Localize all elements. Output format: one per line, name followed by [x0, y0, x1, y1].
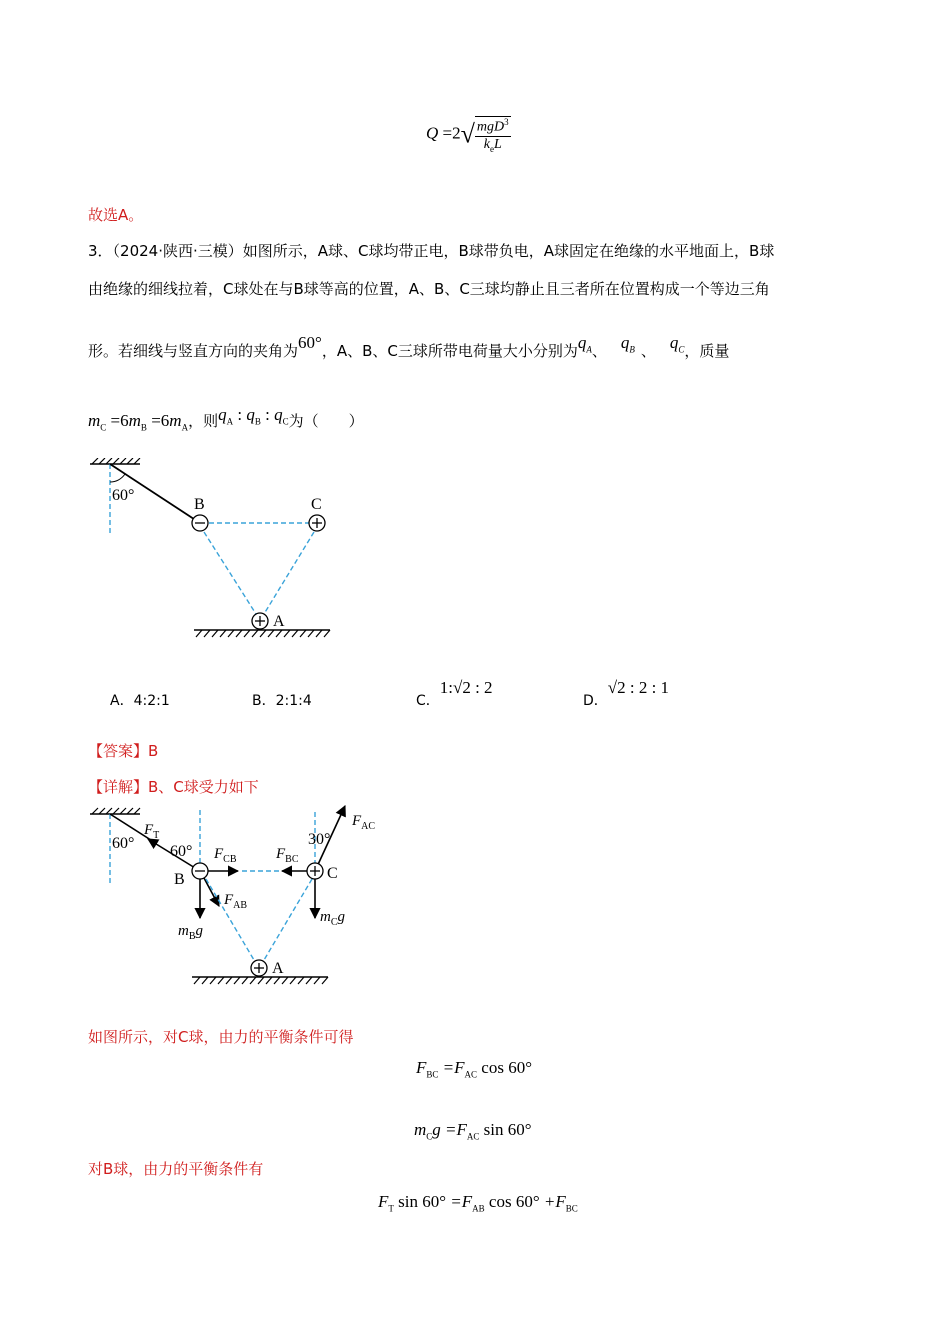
- detail: 【详解】B、C球受力如下: [88, 778, 259, 796]
- label-B: B: [194, 496, 205, 513]
- question-line-1: 3．（2024·陕西·三模）如图所示，A球、C球均带正电，B球带负电，A球固定在绝缘的水平地面上，B球: [88, 242, 775, 260]
- option-b[interactable]: B．2:1:4: [252, 693, 312, 709]
- figure-1-angle: 60°: [112, 487, 135, 504]
- fig2-label-A: A: [272, 960, 284, 977]
- question-line-4: $m_C =6m_B =6m_A$，则$q_A$ : $q_B$ : $q_C$为（ ）: [88, 405, 364, 433]
- fig2-label-B: B: [174, 871, 185, 888]
- question-line-3: 形。若细线与竖直方向的夹角为60°，A、B、C三球所带电荷量大小分别为$q_A$、 $q_B$ 、 $q_C$，质量: [88, 333, 730, 360]
- label-mBg: $m_Bg$: [178, 923, 204, 942]
- option-d[interactable]: D．√2 : 2 : 1: [583, 678, 670, 709]
- equation-3: $F_T$ $\sin 60^\circ =F_{AB}$ $\cos 60^\circ +F_{BC}$: [378, 1192, 578, 1214]
- question-line-2: 由绝缘的细线拉着，C球处在与B球等高的位置，A、B、C三球均静止且三者所在位置构成一个等边三角: [88, 280, 770, 298]
- prev-conclusion: 故选A。: [88, 206, 144, 224]
- fig2-C-angle: 30°: [308, 831, 331, 848]
- fig2-B-angle: 60°: [170, 843, 193, 860]
- option-c[interactable]: C．1:√2 : 2: [416, 678, 493, 709]
- figure-2-force-diagram: [86, 800, 386, 990]
- label-C: C: [311, 496, 322, 513]
- fig2-wall-angle: 60°: [112, 835, 135, 852]
- label-FBC: $F_{BC}$: [276, 846, 299, 865]
- prev-formula: Q =2√ $\frac{mgD^3}{k_eL}$: [426, 117, 509, 154]
- fig2-label-C: C: [327, 865, 338, 882]
- solution-c-intro: 如图所示，对C球，由力的平衡条件可得: [88, 1028, 354, 1046]
- figure-1-diagram: [86, 458, 336, 643]
- label-FAC: $F_{AC}$: [352, 813, 376, 832]
- answer: 【答案】B: [88, 742, 159, 760]
- label-A: A: [273, 613, 285, 630]
- solution-b-intro: 对B球，由力的平衡条件有: [88, 1160, 264, 1178]
- equation-1: $F_{BC} =F_{AC}$ cos 60°: [416, 1058, 532, 1080]
- label-FCB: $F_{CB}$: [214, 846, 237, 865]
- label-FT: $F_T$: [144, 822, 160, 841]
- equation-2: $m_Cg =F_{AC}$ sin 60°: [414, 1120, 532, 1142]
- label-FAB: $F_{AB}$: [224, 892, 248, 911]
- label-mCg: $m_Cg$: [320, 909, 346, 928]
- option-a[interactable]: A．4:2:1: [110, 693, 170, 709]
